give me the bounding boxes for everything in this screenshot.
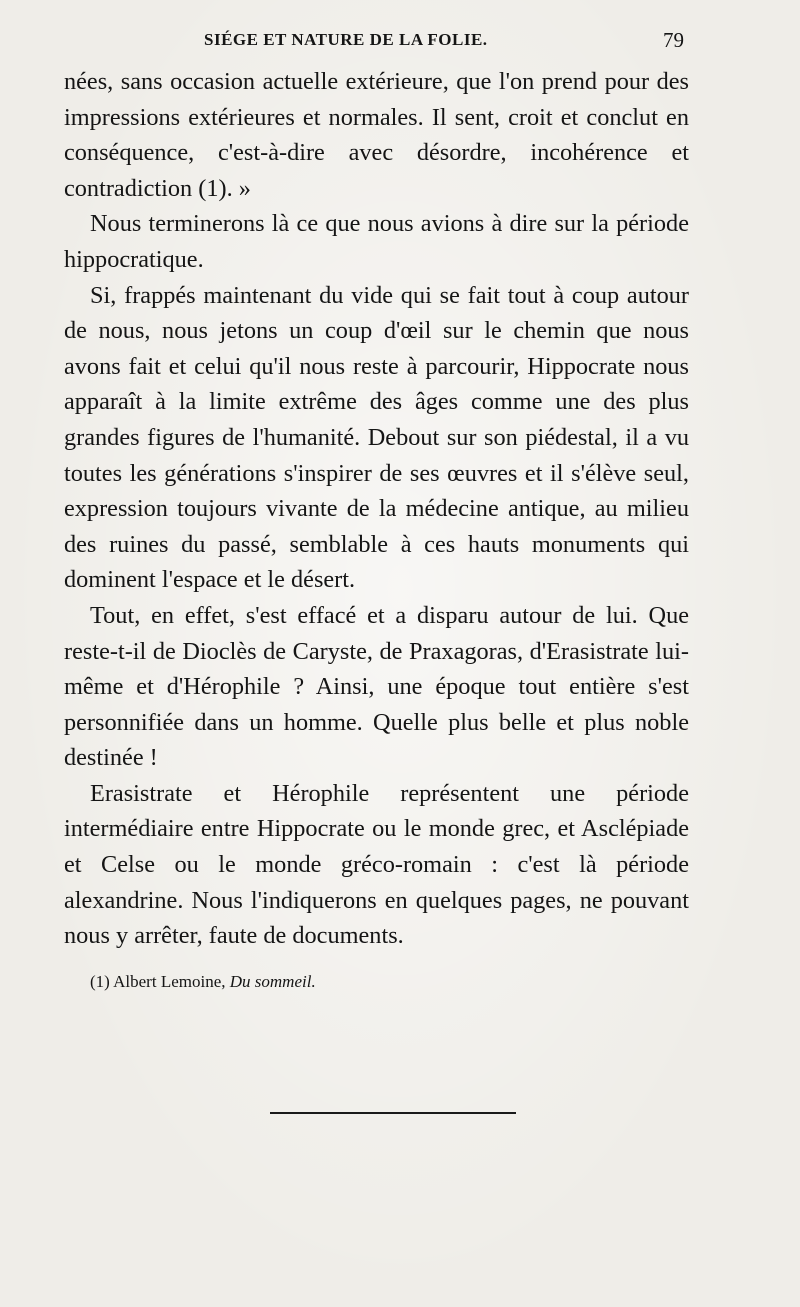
paragraph: Si, frappés maintenant du vide qui se fait tout à coup autour de nous, nous jetons un coup d'œil sur le chemin que nous avons fait et celui qu'il nous reste à parcourir, Hippocrate nous apparaît à la limite extrême des âges comme une des plus grandes figures de l'humanité. Debout sur son piédestal, il a vu toutes les générations s'inspirer de ses œuvres et il s'élève seul, expression toujours vivante de la médecine antique, au milieu des ruines du passé, semblable à ces hauts monuments qui dominent l'espace et le désert. [64, 281, 689, 594]
footnote-author: Albert Lemoine, [113, 972, 226, 991]
page-header [66, 28, 684, 58]
main-text [64, 64, 689, 954]
end-rule-divider [270, 1112, 516, 1114]
paragraph: Tout, en effet, s'est effacé et a disparu autour de lui. Que reste-t-il de Dioclès de Caryste, de Praxagoras, d'Erasistrate lui-même et d'Hérophile ? Ainsi, une époque tout entière s'est personnifiée dans un homme. Quelle plus belle et plus noble destinée ! [64, 601, 689, 772]
paragraph-continuation: nées, sans occasion actuelle extérieure, que l'on prend pour des impressions extérieures et normales. Il sent, croit et conclut en conséquence, c'est-à-dire avec désordre, incohérence et contradiction (1). » [64, 68, 689, 202]
running-title: SIÉGE ET NATURE DE LA FOLIE. [204, 30, 488, 49]
footnote-marker: (1) [90, 972, 110, 991]
paragraph: Nous terminerons là ce que nous avions à dire sur la période hippocratique. [64, 210, 689, 273]
footnote [90, 972, 316, 992]
footnote-work-title: Du sommeil. [229, 972, 316, 991]
page-number: 79 [663, 28, 684, 52]
paragraph: Erasistrate et Hérophile représentent une période intermédiaire entre Hippocrate ou le monde grec, et Asclépiade et Celse ou le monde gréco-romain : c'est là période alexandrine. Nous l'indiquerons en quelques pages, ne pouvant nous y arrêter, faute de documents. [64, 779, 689, 950]
